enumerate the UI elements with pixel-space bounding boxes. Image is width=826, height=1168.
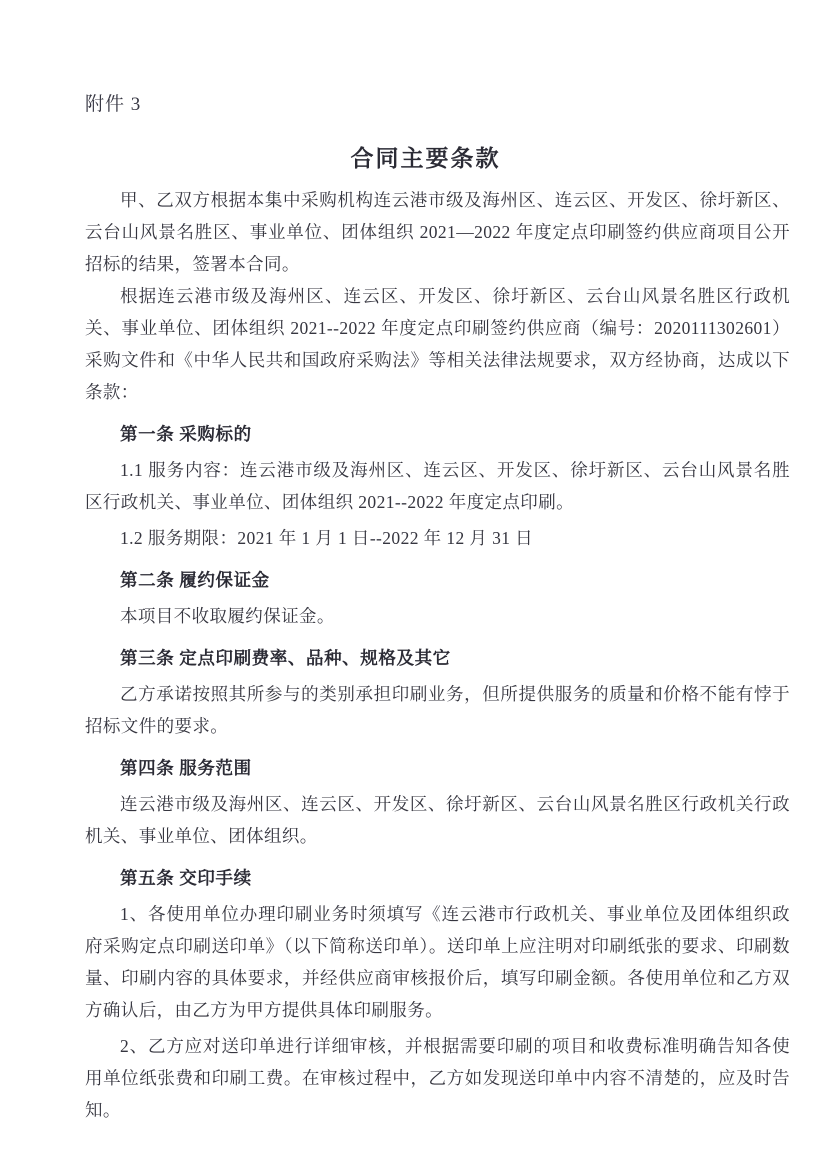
contract-section — [85, 564, 790, 632]
page-title: 合同主要条款 — [350, 146, 501, 171]
section-paragraph: 连云港市级及海州区、连云区、开发区、徐圩新区、云台山风景名胜区行政机关行政机关、事业单位、团体组织。 — [85, 794, 790, 846]
section-heading: 第五条 交印手续 — [120, 868, 252, 888]
section-heading: 第二条 履约保证金 — [120, 570, 270, 590]
attachment-label: 附件 3 — [85, 94, 142, 115]
section-paragraph: 1.1 服务内容：连云港市级及海州区、连云区、开发区、徐圩新区、云台山风景名胜区行政机关、事业单位、团体组织 2021--2022 年度定点印刷。 — [85, 460, 790, 512]
intro-paragraph: 甲、乙双方根据本集中采购机构连云港市级及海州区、连云区、开发区、徐圩新区、云台山风景名胜区、事业单位、团体组织 2021—2022 年度定点印刷签约供应商项目公开招标的结果，签署本合同。 — [85, 190, 790, 274]
intro-paragraph: 根据连云港市级及海州区、连云区、开发区、徐圩新区、云台山风景名胜区行政机关、事业单位、团体组织 2021--2022 年度定点印刷签约供应商（编号：2020111302601）采购文件和《中华人民共和国政府采购法》等相关法律法规要求，双方经协商，达成以下条款： — [85, 286, 790, 402]
sections-block — [85, 418, 790, 1126]
section-paragraph: 1.2 服务期限：2021 年 1 月 1 日--2022 年 12 月 31 日 — [120, 528, 534, 548]
intro-block — [85, 184, 790, 408]
section-heading: 第三条 定点印刷费率、品种、规格及其它 — [120, 648, 451, 668]
section-heading: 第四条 服务范围 — [120, 758, 252, 778]
section-paragraph: 2、乙方应对送印单进行详细审核，并根据需要印刷的项目和收费标准明确告知各使用单位纸张费和印刷工费。在审核过程中，乙方如发现送印单中内容不清楚的，应及时告知。 — [85, 1036, 790, 1120]
contract-section — [85, 752, 790, 852]
section-paragraph: 1、各使用单位办理印刷业务时须填写《连云港市行政机关、事业单位及团体组织政府采购定点印刷送印单》（以下简称送印单）。送印单上应注明对印刷纸张的要求、印刷数量、印刷内容的具体要求，并经供应商审核报价后，填写印刷金额。各使用单位和乙方双方确认后，由乙方为甲方提供具体印刷服务。 — [85, 904, 790, 1020]
section-paragraph: 乙方承诺按照其所参与的类别承担印刷业务，但所提供服务的质量和价格不能有悖于招标文件的要求。 — [85, 684, 790, 736]
contract-section — [85, 862, 790, 1126]
contract-section — [85, 418, 790, 554]
contract-section — [85, 642, 790, 742]
section-heading: 第一条 采购标的 — [120, 424, 252, 444]
section-paragraph: 本项目不收取履约保证金。 — [120, 606, 335, 626]
